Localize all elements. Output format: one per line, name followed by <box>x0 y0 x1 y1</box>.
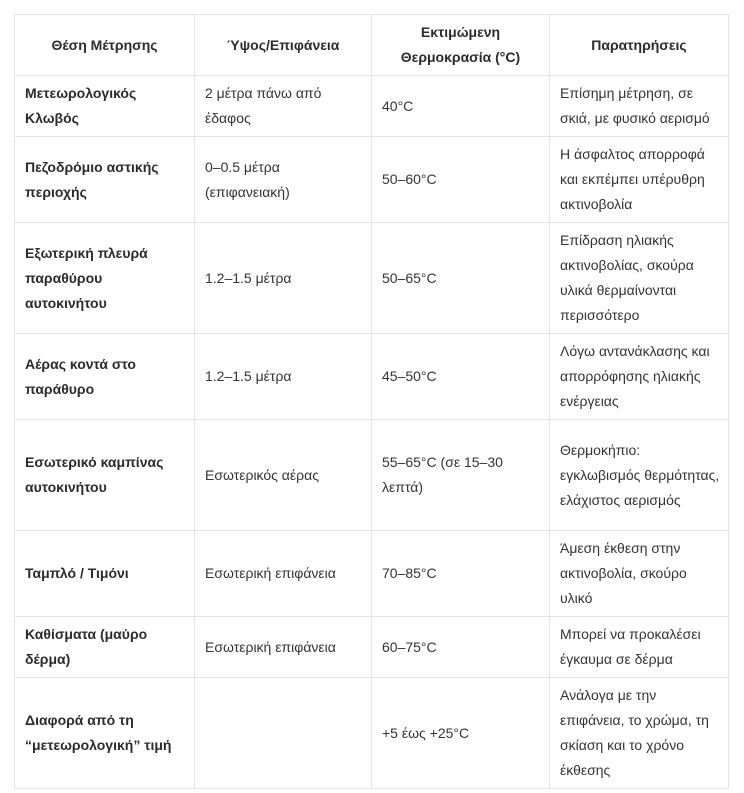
cell-height <box>195 678 372 789</box>
table-row <box>15 223 729 334</box>
table-row <box>15 678 729 789</box>
cell-notes: Λόγω αντανάκλασης και απορρόφησης ηλιακής ενέργειας <box>550 334 729 420</box>
cell-location: Καθίσματα (μαύρο δέρμα) <box>15 617 195 678</box>
cell-temperature: 40°C <box>372 76 550 137</box>
cell-location: Διαφορά από τη “μετεωρολογική” τιμή <box>15 678 195 789</box>
cell-notes: Επίδραση ηλιακής ακτινοβολίας, σκούρα υλικά θερμαίνονται περισσότερο <box>550 223 729 334</box>
cell-temperature: 50–60°C <box>372 137 550 223</box>
cell-notes: Ανάλογα με την επιφάνεια, το χρώμα, τη σκίαση και το χρόνο έκθεσης <box>550 678 729 789</box>
cell-temperature: 45–50°C <box>372 334 550 420</box>
cell-temperature: 50–65°C <box>372 223 550 334</box>
cell-height: Εσωτερική επιφάνεια <box>195 617 372 678</box>
cell-notes: Επίσημη μέτρηση, σε σκιά, με φυσικό αερισμό <box>550 76 729 137</box>
cell-temperature: 70–85°C <box>372 531 550 617</box>
table-row <box>15 420 729 531</box>
cell-notes: Η άσφαλτος απορροφά και εκπέμπει υπέρυθρη ακτινοβολία <box>550 137 729 223</box>
header-location: Θέση Μέτρησης <box>15 15 195 76</box>
cell-location: Ταμπλό / Τιμόνι <box>15 531 195 617</box>
cell-location: Πεζοδρόμιο αστικής περιοχής <box>15 137 195 223</box>
cell-location: Εσωτερικό καμπίνας αυτοκινήτου <box>15 420 195 531</box>
cell-location: Αέρας κοντά στο παράθυρο <box>15 334 195 420</box>
table-header <box>15 15 729 76</box>
cell-temperature: +5 έως +25°C <box>372 678 550 789</box>
cell-notes: Άμεση έκθεση στην ακτινοβολία, σκούρο υλικό <box>550 531 729 617</box>
cell-location: Εξωτερική πλευρά παραθύρου αυτοκινήτου <box>15 223 195 334</box>
cell-height: 2 μέτρα πάνω από έδαφος <box>195 76 372 137</box>
cell-height: 0–0.5 μέτρα (επιφανειακή) <box>195 137 372 223</box>
cell-height: 1.2–1.5 μέτρα <box>195 334 372 420</box>
table-row <box>15 617 729 678</box>
table-body <box>15 76 729 789</box>
cell-height: Εσωτερικός αέρας <box>195 420 372 531</box>
cell-height: Εσωτερική επιφάνεια <box>195 531 372 617</box>
cell-temperature: 60–75°C <box>372 617 550 678</box>
temperature-table <box>14 14 729 789</box>
cell-temperature: 55–65°C (σε 15–30 λεπτά) <box>372 420 550 531</box>
cell-location: Μετεωρολογικός Κλωβός <box>15 76 195 137</box>
cell-notes: Θερμοκήπιο: εγκλωβισμός θερμότητας, ελάχιστος αερισμός <box>550 420 729 531</box>
table-row <box>15 334 729 420</box>
header-notes: Παρατηρήσεις <box>550 15 729 76</box>
cell-height: 1.2–1.5 μέτρα <box>195 223 372 334</box>
table-row <box>15 531 729 617</box>
header-temperature: Εκτιμώμενη Θερμοκρασία (°C) <box>372 15 550 76</box>
cell-notes: Μπορεί να προκαλέσει έγκαυμα σε δέρμα <box>550 617 729 678</box>
header-height: Ύψος/Επιφάνεια <box>195 15 372 76</box>
table-row <box>15 76 729 137</box>
table-row <box>15 137 729 223</box>
header-row <box>15 15 729 76</box>
